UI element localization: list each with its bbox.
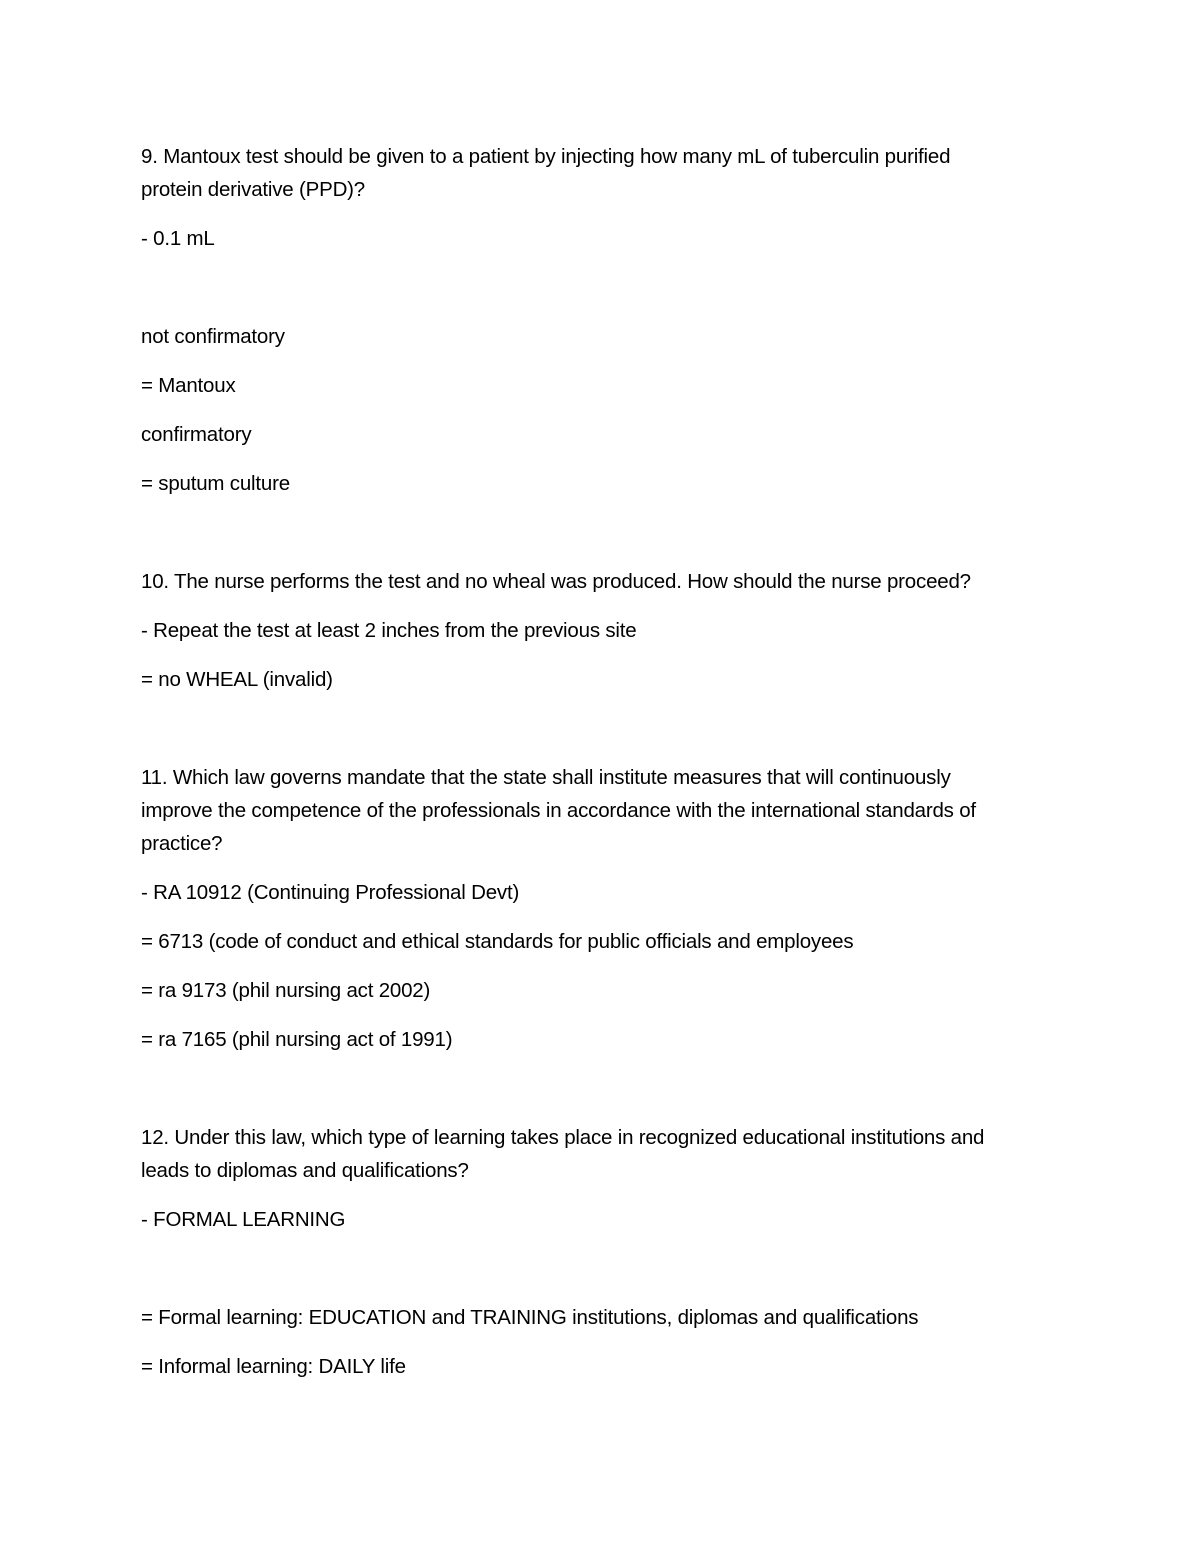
note-sputum-culture: = sputum culture: [141, 472, 290, 495]
note-mantoux: = Mantoux: [141, 374, 236, 397]
question-10: 10. The nurse performs the test and no wheal was produced. How should the nurse proceed?: [141, 570, 971, 593]
answer-10: - Repeat the test at least 2 inches from the previous site: [141, 619, 637, 642]
answer-11: - RA 10912 (Continuing Professional Devt): [141, 881, 520, 904]
note-ra-7165: = ra 7165 (phil nursing act of 1991): [141, 1028, 453, 1051]
question-9-line-1: 9. Mantoux test should be given to a patient by injecting how many mL of tuberculin purified: [141, 145, 951, 168]
question-11-line-3: practice?: [141, 832, 223, 855]
note-not-confirmatory: not confirmatory: [141, 325, 285, 348]
question-11-line-2: improve the competence of the professionals in accordance with the international standards of: [141, 799, 976, 822]
question-9-line-2: protein derivative (PPD)?: [141, 178, 366, 201]
note-6713: = 6713 (code of conduct and ethical standards for public officials and employees: [141, 930, 854, 953]
question-12-line-1: 12. Under this law, which type of learning takes place in recognized educational institutions and: [141, 1126, 985, 1149]
note-confirmatory: confirmatory: [141, 423, 252, 446]
answer-12: - FORMAL LEARNING: [141, 1208, 346, 1231]
note-informal-learning: = Informal learning: DAILY life: [141, 1355, 406, 1378]
note-formal-learning: = Formal learning: EDUCATION and TRAINING institutions, diplomas and qualifications: [141, 1306, 919, 1329]
note-ra-9173: = ra 9173 (phil nursing act 2002): [141, 979, 431, 1002]
answer-9: - 0.1 mL: [141, 227, 215, 250]
note-no-wheal: = no WHEAL (invalid): [141, 668, 333, 691]
question-11-line-1: 11. Which law governs mandate that the state shall institute measures that will continuously: [141, 766, 951, 789]
question-12-line-2: leads to diplomas and qualifications?: [141, 1159, 469, 1182]
